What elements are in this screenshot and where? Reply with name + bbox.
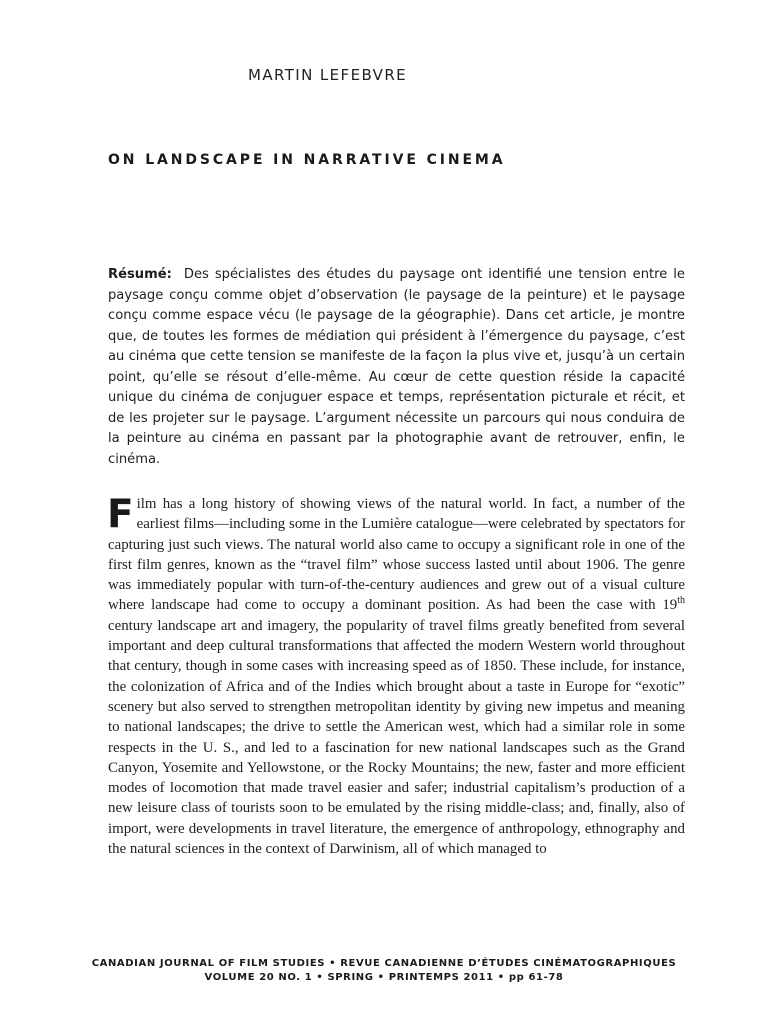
body-paragraph (108, 494, 685, 859)
footer-issue-info: VOLUME 20 NO. 1 • SPRING • PRINTEMPS 2011 • pp 61-78 (204, 972, 564, 983)
journal-footer (0, 957, 768, 985)
footer-journal-name: CANADIAN JOURNAL OF FILM STUDIES • REVUE CANADIENNE D’ÉTUDES CINÉMATOGRAPHIQUES (91, 958, 677, 969)
article-title: ON LANDSCAPE IN NARRATIVE CINEMA (108, 152, 506, 168)
body-text-part-1: ilm has a long history of showing views of the natural world. In fact, a number of the earliest films—including some in the Lumière catalogue—were celebrated by spectators for capturing just such views. The natural world also came to occupy a significant role in one of the first film genres, known as the “travel film” whose success lasted until about 1906. The genre was immediately popular with turn-of-the-century audiences and grew out of a visual culture where landscape had come to occupy a dominant position. As had been the case with 19 (108, 496, 685, 614)
drop-cap: F (107, 492, 134, 537)
abstract (108, 265, 685, 470)
body-text-part-2: century landscape art and imagery, the popularity of travel films greatly benefited from several important and deep cultural transformations that affected the modern Western world throughout that century, though in some cases with increasing speed as of 1850. These include, for instance, the colonization of Africa and of the Indies which brought about a taste in Europe for “exotic” scenery but also served to strengthen metropolitan identity by giving new impetus and meaning to national landscapes; the drive to settle the American west, which had a similar role in some respects in the U. S., and led to a fascination for new national landscapes such as the Grand Canyon, Yosemite and Yellowstone, or the Rocky Mountains; the new, faster and more efficient modes of locomotion that made travel easier and safer; industrial capitalism’s production of a new leisure class of tourists soon to be emulated by the rising middle-class; and, finally, also of import, were developments in travel literature, the emergence of anthropology, ethnography and the natural sciences in the context of Darwinism, all of which managed to (108, 617, 685, 858)
abstract-text: Des spécialistes des études du paysage ont identifié une tension entre le paysage conçu comme objet d’observation (le paysage de la peinture) et le paysage conçu comme espace vécu (le paysage de la géographie). Dans cet article, je montre que, de toutes les formes de médiation qui président à l’émergence du paysage, c’est au cinéma que cette tension se manifeste de la façon la plus vive et, jusqu’à un certain point, qu’elle se résout d’elle-même. Au cœur de cette question réside la capacité unique du cinéma de conjuguer espace et temps, représentation picturale et récit, et de les projeter sur le paysage. L’argument nécessite un parcours qui nous conduira de la peinture au cinéma en passant par la photographie avant de retrouver, enfin, le cinéma. (108, 267, 685, 467)
author-name: MARTIN LEFEBVRE (248, 66, 408, 84)
ordinal-superscript: th (677, 595, 685, 607)
abstract-label: Résumé: (108, 267, 172, 282)
